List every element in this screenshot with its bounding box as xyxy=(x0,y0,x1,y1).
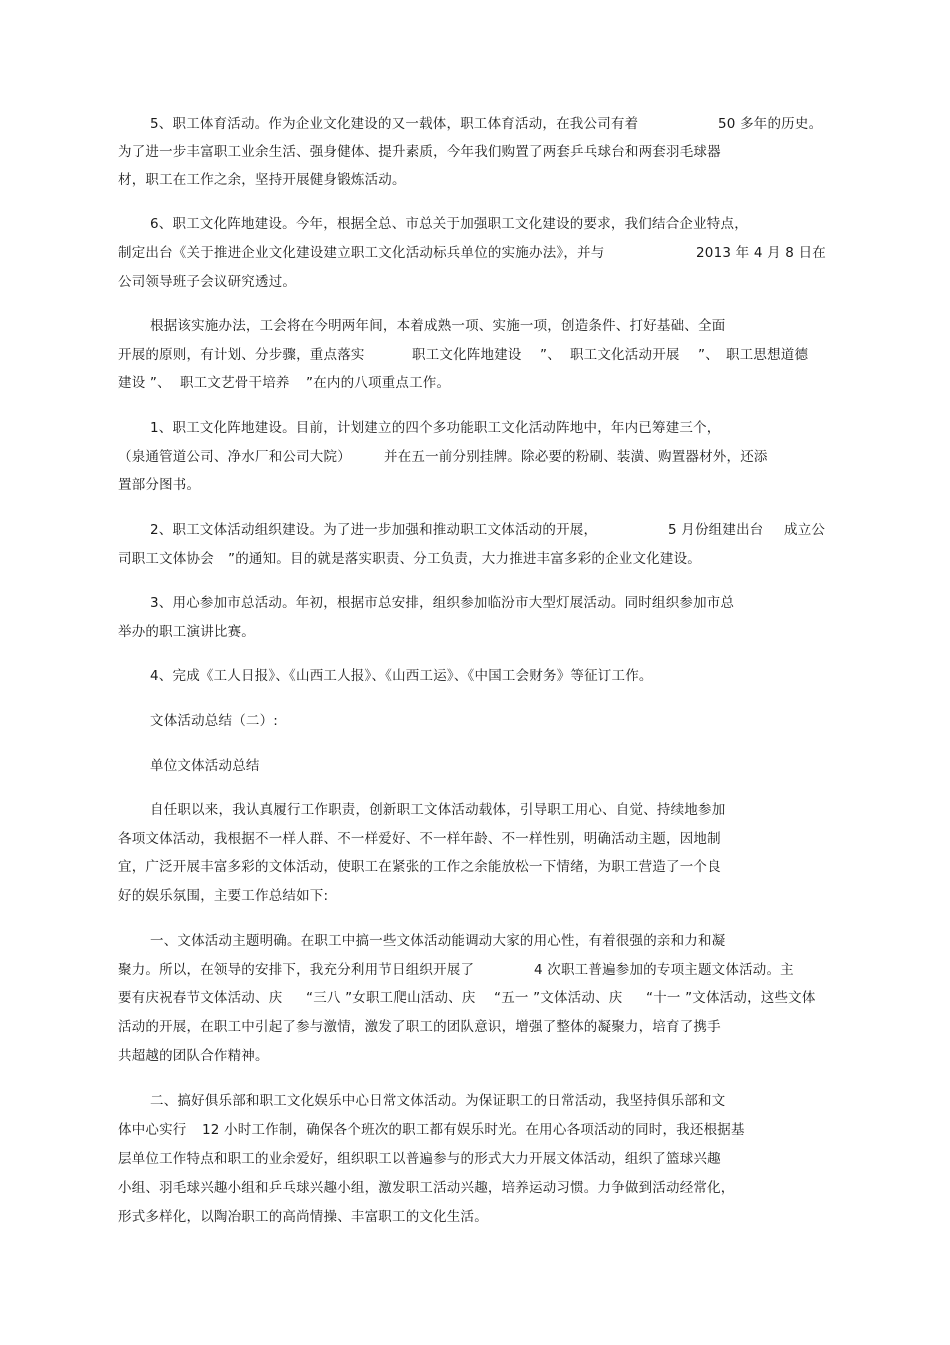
text-line: 材，职工在工作之余，坚持开展健身锻炼活动。 xyxy=(118,172,406,188)
text-line: “五一 ”文体活动、庆 xyxy=(494,990,623,1006)
text-line: 5、职工体育活动。作为企业文化建设的又一载体，职工体育活动，在我公司有着 xyxy=(150,116,639,132)
text-line: 职工文化活动开展 xyxy=(570,347,680,363)
text-line: “三八 ”女职工爬山活动、庆 xyxy=(306,990,476,1006)
text-line: 活动的开展，在职工中引起了参与激情，激发了职工的团队意识，增强了整体的凝聚力，培育了携手 xyxy=(118,1019,721,1035)
section-heading: 文体活动总结（二）: xyxy=(150,713,279,729)
text-line: （泉通管道公司、净水厂和公司大院） xyxy=(118,449,351,465)
text-line: 举办的职工演讲比赛。 xyxy=(118,624,255,640)
text-line: 成立公 xyxy=(784,522,826,538)
text-line: 6、职工文化阵地建设。今年，根据全总、市总关于加强职工文化建设的要求，我们结合企业特点， xyxy=(150,216,748,232)
text-line: 12 小时工作制，确保各个班次的职工都有娱乐时光。在用心各项活动的同时，我还根据基 xyxy=(202,1122,745,1138)
text-line: 2013 年 4 月 8 日在 xyxy=(696,245,826,261)
text-line: 根据该实施办法，工会将在今明两年间，本着成熟一项、实施一项，创造条件、打好基础、全面 xyxy=(150,318,726,334)
text-line: 要有庆祝春节文体活动、庆 xyxy=(118,990,283,1006)
text-line: 3、用心参加市总活动。年初，根据市总安排，组织参加临汾市大型灯展活动。同时组织参加市总 xyxy=(150,595,735,611)
text-line: “十一 ”文体活动，这些文体 xyxy=(646,990,816,1006)
text-line: 各项文体活动，我根据不一样人群、不一样爱好、不一样年龄、不一样性别，明确活动主题，因地制 xyxy=(118,831,721,847)
text-line: ”、 xyxy=(540,347,561,363)
text-line: 形式多样化，以陶冶职工的高尚情操、丰富职工的文化生活。 xyxy=(118,1209,488,1225)
text-line: 司职工文体协会 xyxy=(118,551,214,567)
text-line: 制定出台《关于推进企业文化建设建立职工文化活动标兵单位的实施办法》，并与 xyxy=(118,245,605,261)
text-line: 一、文体活动主题明确。在职工中搞一些文体活动能调动大家的用心性，有着很强的亲和力和凝 xyxy=(150,933,726,949)
text-line: 聚力。所以，在领导的安排下，我充分利用节日组织开展了 xyxy=(118,962,475,978)
text-line: 并在五一前分别挂牌。除必要的粉刷、装潢、购置器材外，还添 xyxy=(384,449,768,465)
text-line: 为了进一步丰富职工业余生活、强身健体、提升素质，今年我们购置了两套乒乓球台和两套羽毛球器 xyxy=(118,144,721,160)
text-line: 职工文化阵地建设 xyxy=(412,347,522,363)
section-subheading: 单位文体活动总结 xyxy=(150,758,260,774)
text-line: 自任职以来，我认真履行工作职责，创新职工文体活动载体，引导职工用心、自觉、持续地参加 xyxy=(150,802,726,818)
text-line: 4、完成《工人日报》、《山西工人报》、《山西工运》、《中国工会财务》等征订工作。 xyxy=(150,668,653,684)
text-line: 4 次职工普遍参加的专项主题文体活动。主 xyxy=(534,962,794,978)
text-line: 共超越的团队合作精神。 xyxy=(118,1048,269,1064)
text-line: 开展的原则，有计划、分步骤，重点落实 xyxy=(118,347,365,363)
text-line: 公司领导班子会议研究透过。 xyxy=(118,274,297,290)
text-line: 好的娱乐氛围，主要工作总结如下: xyxy=(118,888,329,904)
text-line: 体中心实行 xyxy=(118,1122,187,1138)
text-line: 职工文艺骨干培养 xyxy=(180,375,290,391)
text-line: 层单位工作特点和职工的业余爱好，组织职工以普遍参与的形式大力开展文体活动，组织了篮球兴趣 xyxy=(118,1151,721,1167)
text-line: ”、 xyxy=(698,347,719,363)
text-line: 1、职工文化阵地建设。目前，计划建立的四个多功能职工文化活动阵地中，年内已筹建三个， xyxy=(150,420,721,436)
text-line: ”的通知。目的就是落实职责、分工负责，大力推进丰富多彩的企业文化建设。 xyxy=(228,551,701,567)
text-line: 宜，广泛开展丰富多彩的文体活动，使职工在紧张的工作之余能放松一下情绪，为职工营造了一个良 xyxy=(118,859,721,875)
text-line: 5 月份组建出台 xyxy=(668,522,764,538)
text-line: 职工思想道德 xyxy=(726,347,809,363)
text-line: 二、搞好俱乐部和职工文化娱乐中心日常文体活动。为保证职工的日常活动，我坚持俱乐部和文 xyxy=(150,1093,726,1109)
text-line: 2、职工文体活动组织建设。为了进一步加强和推动职工文体活动的开展， xyxy=(150,522,598,538)
text-line: ”在内的八项重点工作。 xyxy=(306,375,451,391)
text-line: 50 多年的历史。 xyxy=(718,116,823,132)
text-line: 置部分图书。 xyxy=(118,477,201,493)
text-line: 建设 ”、 xyxy=(118,375,171,391)
text-line: 小组、羽毛球兴趣小组和乒乓球兴趣小组，激发职工活动兴趣，培养运动习惯。力争做到活动经常化， xyxy=(118,1180,735,1196)
